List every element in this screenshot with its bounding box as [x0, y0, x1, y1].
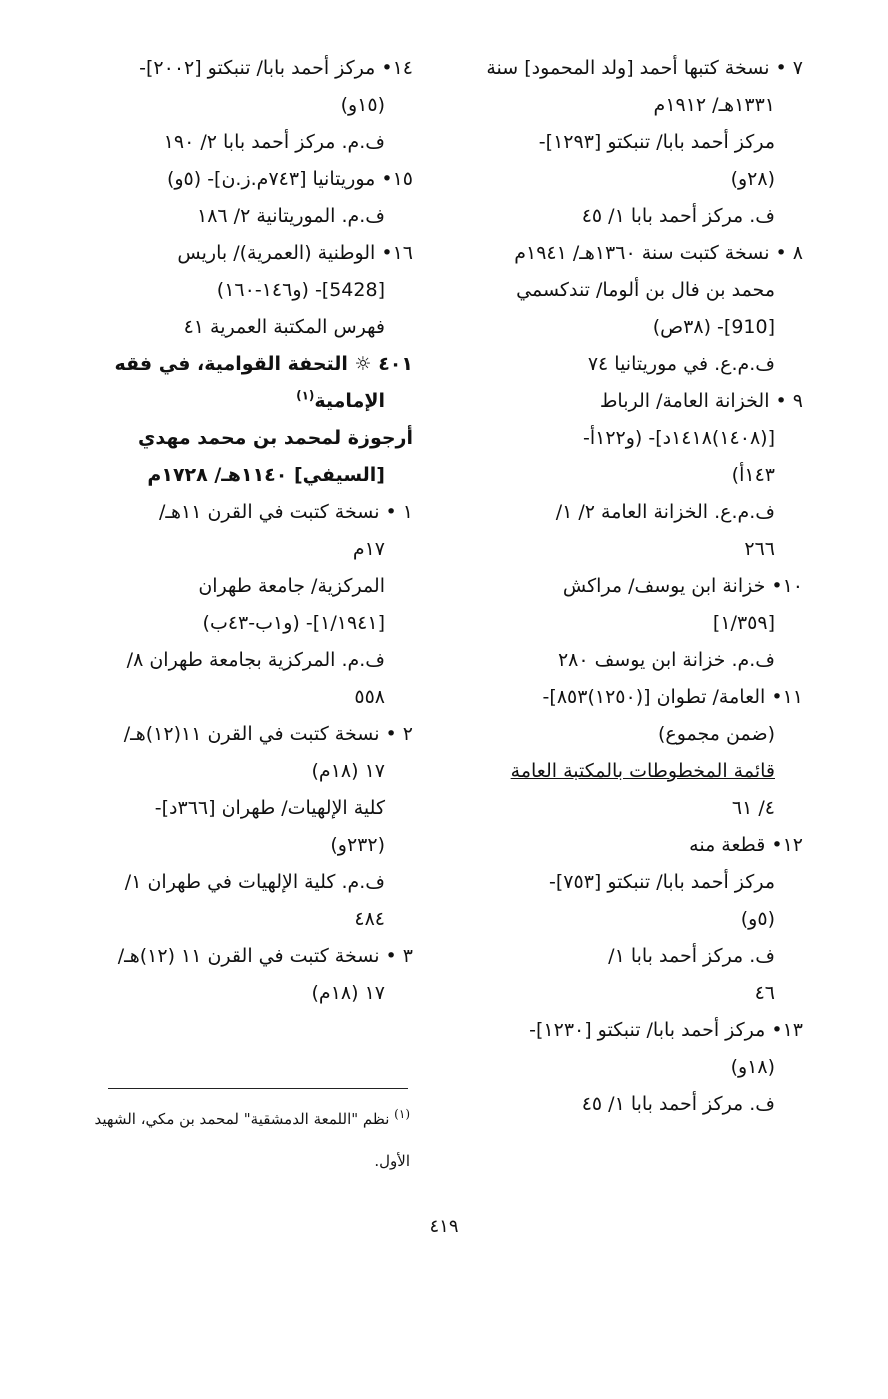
entry-line: ١١• العامة/ تطوان [(١٢٥٠)٨٥٣]- [542, 686, 803, 708]
entry-line: ٤/ ٦١ [731, 797, 775, 819]
entry-line: ٤٦ [754, 982, 775, 1004]
work-title-continued [78, 383, 413, 420]
entry-line: ف. مركز أحمد بابا ١/ [608, 945, 775, 967]
entry-line: ١٦• الوطنية (العمرية)/ باريس [177, 242, 413, 264]
entry-line: ف. مركز أحمد بابا ١/ ٤٥ [581, 1093, 775, 1115]
footnote-line [75, 1098, 410, 1140]
entry-line: ١٧ (١٨م) [311, 982, 385, 1004]
entry-line: ٣ • نسخة كتبت في القرن ١١ (١٢)هـ/ [117, 945, 413, 967]
entry-line: ١ • نسخة كتبت في القرن ١١هـ/ [159, 501, 413, 523]
entry-line: [١/١٩٤١]- (و١ب-٤٣ب) [202, 612, 385, 634]
entry-line: [5428]- (و١٤٦-١٦٠) [216, 279, 385, 301]
entry-line: ف.م. المركزية بجامعة طهران ٨/ [126, 649, 385, 671]
entry-line: [(١٤٠٨)١٤١٨د]- (و١٢٢أ- [582, 427, 775, 449]
entry-line: ف.م. كلية الإلهيات في طهران ١/ [124, 871, 385, 893]
entry-line: ٧ • نسخة كتبها أحمد [ولد المحمود] سنة [486, 57, 803, 79]
entry-line: [910]- (٣٨ص) [652, 316, 775, 338]
entry-line: [١/٣٥٩] [712, 612, 775, 634]
footnote-marker: (١) [394, 1107, 410, 1121]
entry-line: ٢٦٦ [744, 538, 775, 560]
entry-line: (١٥و) [340, 94, 385, 116]
entry-line: ١٤٣أ) [731, 464, 775, 486]
entry-line: (ضمن مجموع) [657, 723, 775, 745]
entry-line: ف.م. الموريتانية ٢/ ١٨٦ [197, 205, 385, 227]
footnote-reference: (١) [296, 388, 315, 403]
entry-line: محمد بن فال بن ألوما/ تندكسمي [516, 279, 775, 301]
entry-line: ٨ • نسخة كتبت سنة ١٣٦٠هـ/ ١٩٤١م [514, 242, 803, 264]
entry-line: ٢ • نسخة كتبت في القرن ١١(١٢)هـ/ [123, 723, 413, 745]
entry-line: (٥و) [740, 908, 775, 930]
footnote-divider [108, 1088, 408, 1089]
entry-line: ١٤• مركز أحمد بابا/ تنبكتو [٢٠٠٢]- [139, 57, 413, 79]
entry-line: ١٧ (١٨م) [311, 760, 385, 782]
entry-line: ف.م.ع. الخزانة العامة ٢/ ١/ [555, 501, 775, 523]
page-number: ٤١٩ [429, 1216, 459, 1237]
entry-line: (١٨و) [730, 1056, 775, 1078]
entry-line: ١٣• مركز أحمد بابا/ تنبكتو [١٢٣٠]- [529, 1019, 803, 1041]
entry-line: ١٢• قطعة منه [689, 834, 803, 856]
entry-line: المركزية/ جامعة طهران [198, 575, 385, 597]
entry-line: ١٣٣١هـ/ ١٩١٢م [653, 94, 775, 116]
catalog-title: قائمة المخطوطات بالمكتبة العامة [510, 760, 775, 782]
work-author-dates: [السيفي] ١١٤٠هـ/ ١٧٢٨م [147, 464, 385, 486]
entry-line: مركز أحمد بابا/ تنبكتو [٧٥٣]- [549, 871, 775, 893]
entry-line: فهرس المكتبة العمرية ٤١ [183, 316, 385, 338]
entry-line: ف. مركز أحمد بابا ١/ ٤٥ [581, 205, 775, 227]
left-column [78, 50, 413, 1012]
entry-line: ١٧م [352, 538, 385, 560]
footnote [75, 1098, 410, 1182]
footnote-text: نظم "اللمعة الدمشقية" لمحمد بن مكي، الشهيد [94, 1110, 390, 1128]
entry-line: ف.م. مركز أحمد بابا ٢/ ١٩٠ [163, 131, 385, 153]
entry-line: ف.م. خزانة ابن يوسف ٢٨٠ [557, 649, 775, 671]
right-column [468, 50, 803, 1123]
entry-line: ف.م.ع. في موريتانيا ٧٤ [587, 353, 775, 375]
entry-line: ٤٨٤ [354, 908, 385, 930]
work-author: أرجوزة لمحمد بن محمد مهدي [137, 427, 413, 449]
entry-line: ١٠• خزانة ابن يوسف/ مراكش [562, 575, 803, 597]
work-title: ٤٠١ ☼ التحفة القوامية، في فقه [114, 353, 413, 375]
work-title-end: الإمامية [314, 390, 385, 412]
entry-line: ١٥• موريتانيا [٧٤٣م.ز.ن]- (٥و) [166, 168, 413, 190]
entry-line: (٢٨و) [730, 168, 775, 190]
entry-line: (٢٣٢و) [330, 834, 385, 856]
entry-line: مركز أحمد بابا/ تنبكتو [١٢٩٣]- [538, 131, 775, 153]
entry-line: ٥٥٨ [354, 686, 385, 708]
entry-line: كلية الإلهيات/ طهران [٣٦٦د]- [154, 797, 385, 819]
entry-line: ٩ • الخزانة العامة/ الرباط [599, 390, 803, 412]
footnote-line: الأول. [374, 1152, 410, 1170]
